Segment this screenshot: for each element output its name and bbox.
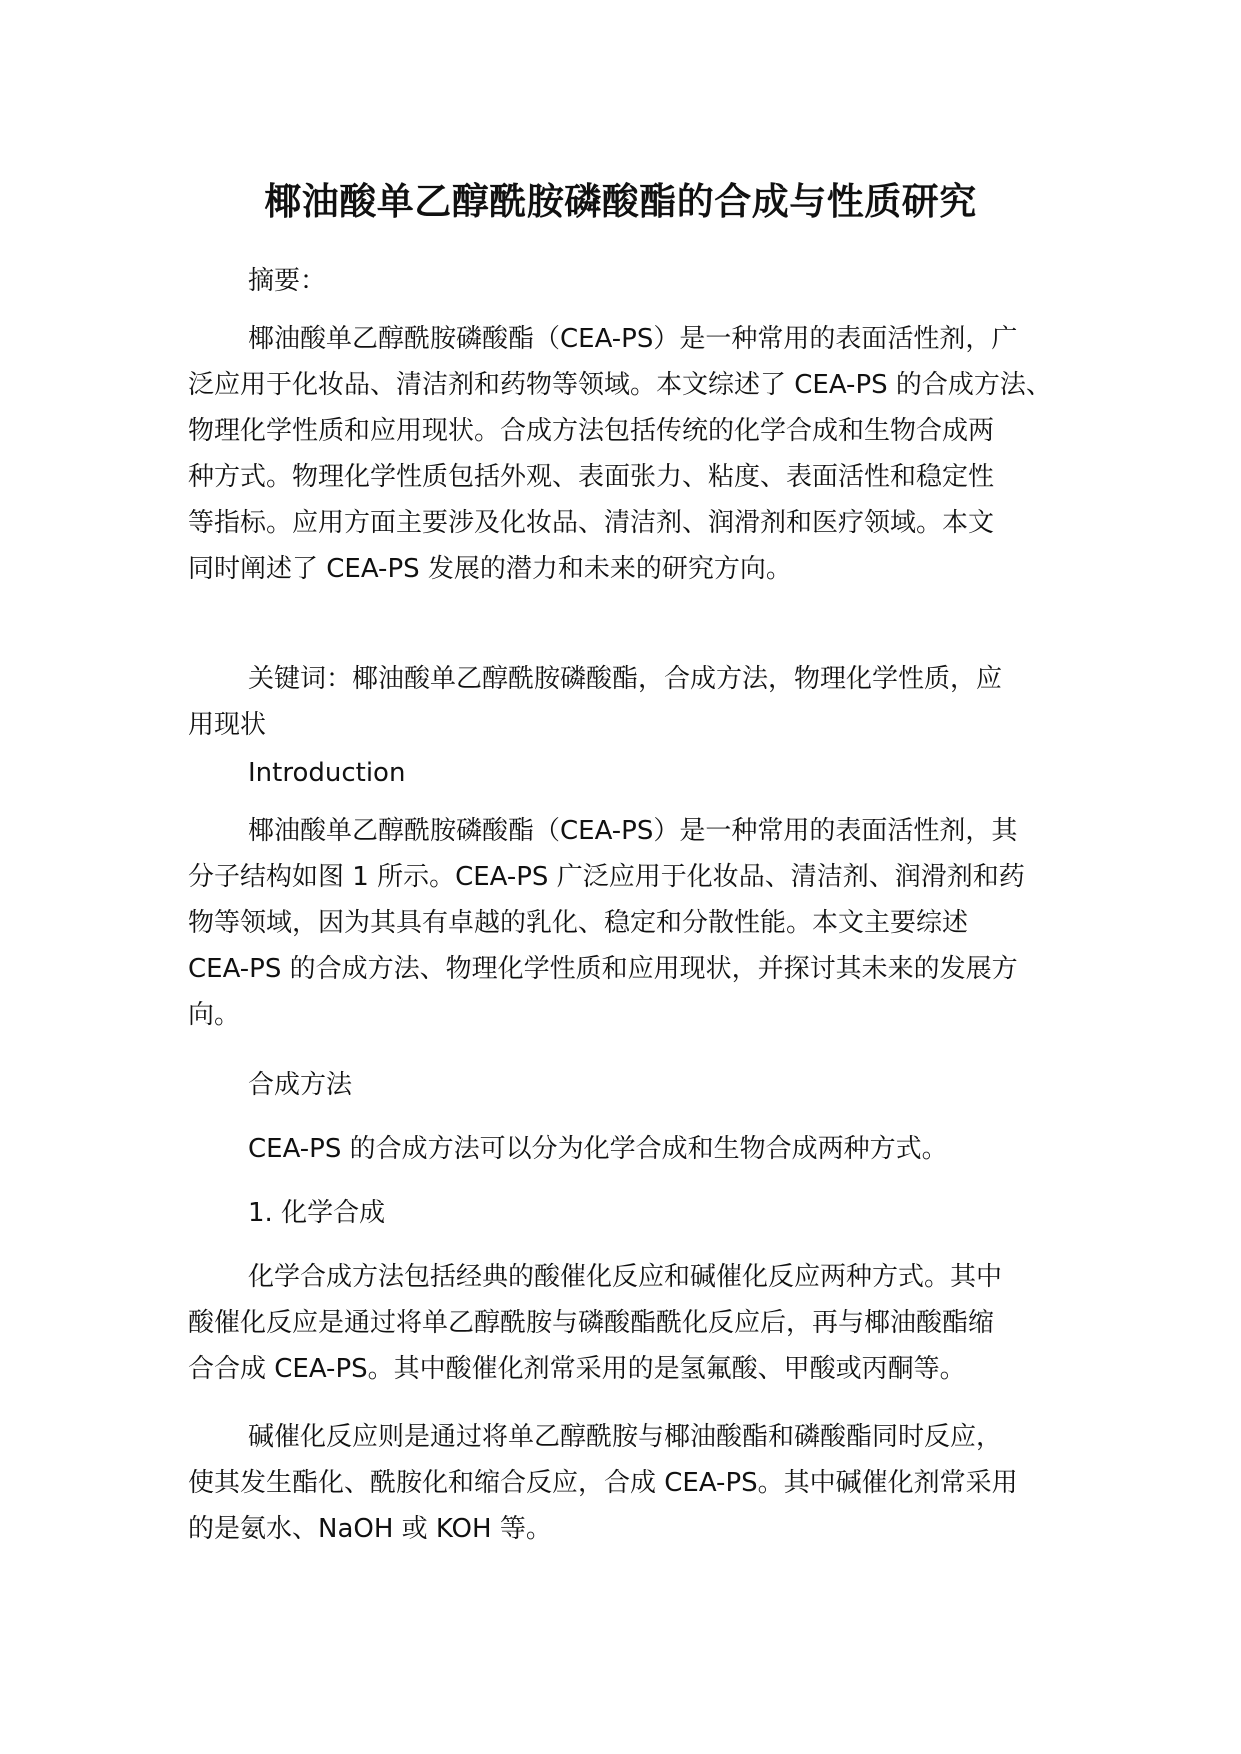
abstract-line: 种方式。物理化学性质包括外观、表面张力、粘度、表面活性和稳定性 — [188, 462, 995, 492]
abstract-heading: 摘要： — [248, 266, 327, 296]
chem-paragraph-2 — [188, 1414, 1064, 1552]
abstract-line: 物理化学性质和应用现状。合成方法包括传统的化学合成和生物合成两 — [188, 416, 995, 446]
intro-line: 向。 — [188, 1000, 241, 1030]
intro-line: 分子结构如图 1 所示。CEA-PS 广泛应用于化妆品、清洁剂、润滑剂和药 — [188, 862, 1025, 892]
synthesis-intro: CEA-PS 的合成方法可以分为化学合成和生物合成两种方式。 — [248, 1134, 948, 1164]
intro-heading: Introduction — [248, 758, 406, 788]
abstract-line: 泛应用于化妆品、清洁剂和药物等领域。本文综述了 CEA-PS 的合成方法、 — [188, 370, 1052, 400]
keywords-line: 用现状 — [188, 710, 267, 740]
chem-line: 碱催化反应则是通过将单乙醇酰胺与椰油酸酯和磷酸酯同时反应， — [248, 1422, 1003, 1452]
chem-synthesis-heading: 1. 化学合成 — [248, 1198, 386, 1228]
keywords-line: 关键词：椰油酸单乙醇酰胺磷酸酯，合成方法，物理化学性质，应 — [248, 664, 1003, 694]
intro-paragraph — [188, 808, 1064, 1038]
chem-line: 化学合成方法包括经典的酸催化反应和碱催化反应两种方式。其中 — [248, 1262, 1003, 1292]
document-title: 椰油酸单乙醇酰胺磷酸酯的合成与性质研究 — [264, 180, 977, 223]
chem-line: 的是氨水、NaOH 或 KOH 等。 — [188, 1514, 552, 1544]
abstract-line: 椰油酸单乙醇酰胺磷酸酯（CEA-PS）是一种常用的表面活性剂，广 — [248, 324, 1018, 354]
abstract-line: 等指标。应用方面主要涉及化妆品、清洁剂、润滑剂和医疗领域。本文 — [188, 508, 995, 538]
abstract-paragraph — [188, 316, 1064, 592]
chem-line: 酸催化反应是通过将单乙醇酰胺与磷酸酯酰化反应后，再与椰油酸酯缩 — [188, 1308, 995, 1338]
chem-paragraph-1 — [188, 1254, 1064, 1392]
intro-line: 物等领域，因为其具有卓越的乳化、稳定和分散性能。本文主要综述 — [188, 908, 969, 938]
chem-line: 合合成 CEA-PS。其中酸催化剂常采用的是氢氟酸、甲酸或丙酮等。 — [188, 1354, 966, 1384]
abstract-line: 同时阐述了 CEA-PS 发展的潜力和未来的研究方向。 — [188, 554, 792, 584]
keywords-paragraph — [188, 656, 1064, 748]
chem-line: 使其发生酯化、酰胺化和缩合反应，合成 CEA-PS。其中碱催化剂常采用 — [188, 1468, 1018, 1498]
intro-line: CEA-PS 的合成方法、物理化学性质和应用现状，并探讨其未来的发展方 — [188, 954, 1018, 984]
intro-line: 椰油酸单乙醇酰胺磷酸酯（CEA-PS）是一种常用的表面活性剂，其 — [248, 816, 1018, 846]
synthesis-heading: 合成方法 — [248, 1070, 353, 1100]
